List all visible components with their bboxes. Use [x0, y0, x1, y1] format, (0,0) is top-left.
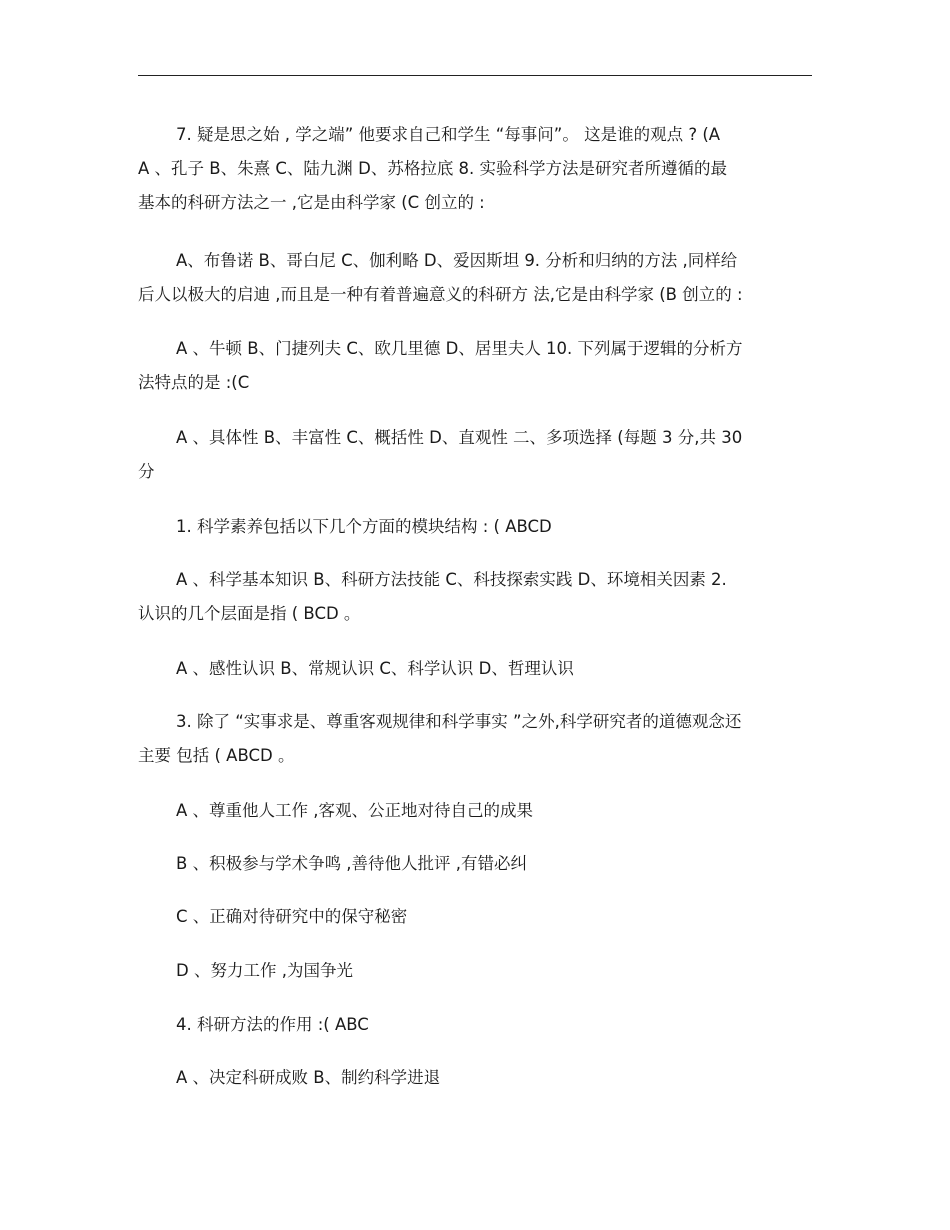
text-line: A 、感性认识 B、常规认识 C、科学认识 D、哲理认识: [176, 659, 574, 678]
text-line: 3. 除了 “实事求是、尊重客观规律和科学事实 ”之外,科学研究者的道德观念还: [176, 712, 742, 731]
multi-question-1: [138, 510, 812, 544]
text-line: 认识的几个层面是指 ( BCD 。: [138, 604, 361, 623]
multi-question-4-options: [138, 1061, 812, 1095]
text-line: 法特点的是 :(C: [138, 373, 250, 392]
text-line: A 、科学基本知识 B、科研方法技能 C、科技探索实践 D、环境相关因素 2.: [176, 570, 727, 589]
text-line: 1. 科学素养包括以下几个方面的模块结构 : ( ABCD: [176, 517, 552, 536]
question-7-paragraph: [138, 118, 812, 220]
text-line: A 、牛顿 B、门捷列夫 C、欧几里德 D、居里夫人 10. 下列属于逻辑的分析方: [176, 339, 743, 358]
text-line: A 、具体性 B、丰富性 C、概括性 D、直观性 二、多项选择 (每题 3 分,共 30: [176, 428, 743, 447]
text-line: D 、努力工作 ,为国争光: [176, 961, 353, 980]
question-10-paragraph: [138, 332, 812, 400]
option-c: [138, 900, 812, 934]
text-line: A 、孔子 B、朱熹 C、陆九渊 D、苏格拉底 8. 实验科学方法是研究者所遵循的最: [138, 159, 728, 178]
text-line: 分: [138, 462, 155, 481]
option-a: [138, 794, 812, 828]
text-line: 4. 科研方法的作用 :( ABC: [176, 1015, 369, 1034]
text-line: 主要 包括 ( ABCD 。: [138, 746, 295, 765]
header-rule: [138, 75, 812, 76]
text-line: A 、决定科研成败 B、制约科学进退: [176, 1068, 441, 1087]
multi-question-4: [138, 1008, 812, 1042]
text-line: 基本的科研方法之一 ,它是由科学家 (C 创立的 :: [138, 193, 485, 212]
text-line: 7. 疑是思之始 , 学之端” 他要求自己和学生 “每事问”。 这是谁的观点 ? (A: [176, 125, 721, 144]
text-line: A 、尊重他人工作 ,客观、公正地对待自己的成果: [176, 801, 534, 820]
multi-question-2-options: [138, 652, 812, 686]
text-line: A、布鲁诺 B、哥白尼 C、伽利略 D、爱因斯坦 9. 分析和归纳的方法 ,同样给: [176, 251, 738, 270]
multi-question-1-options: [138, 563, 812, 631]
question-9-paragraph: [138, 244, 812, 312]
section-two-paragraph: [138, 421, 812, 489]
text-line: B 、积极参与学术争鸣 ,善待他人批评 ,有错必纠: [176, 854, 528, 873]
option-b: [138, 847, 812, 881]
text-line: 后人以极大的启迪 ,而且是一种有着普遍意义的科研方 法,它是由科学家 (B 创立的 :: [138, 285, 743, 304]
option-d: [138, 954, 812, 988]
multi-question-3: [138, 705, 812, 773]
text-line: C 、正确对待研究中的保守秘密: [176, 907, 408, 926]
